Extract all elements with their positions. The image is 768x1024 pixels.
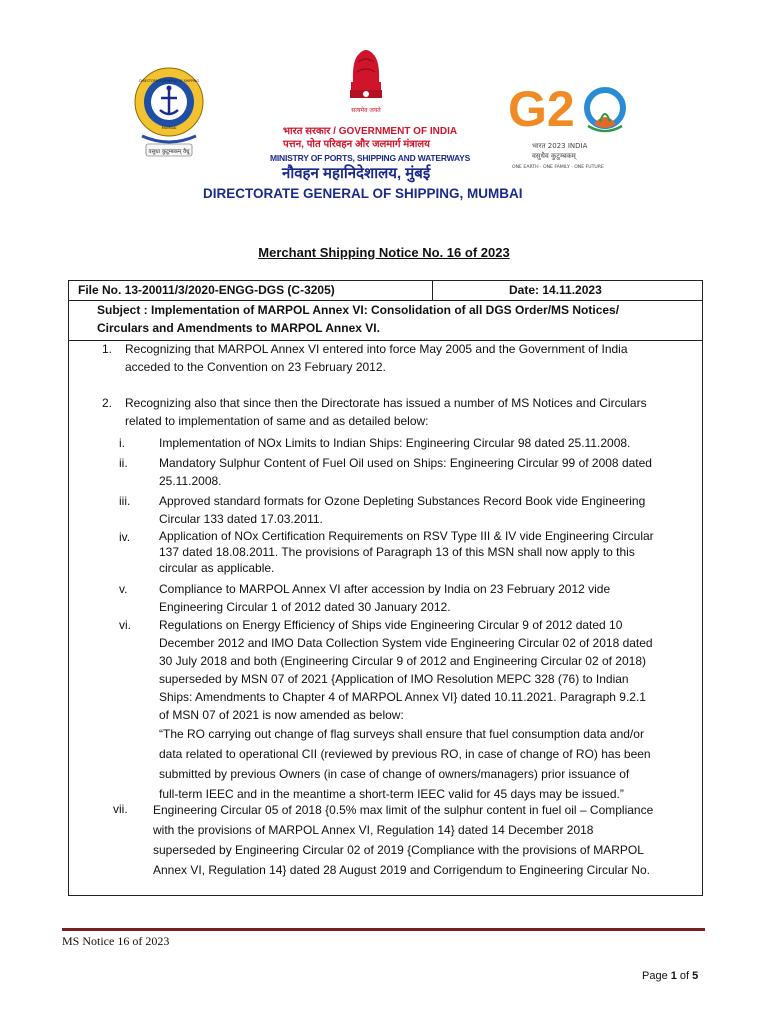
subject — [97, 301, 692, 337]
quote-line: “The RO carrying out change of flag surveys shall ensure that fuel consumption data and/or — [159, 727, 644, 741]
list-item-line: Annex VI, Regulation 14} dated 28 August 2019 and Corrigendum to Engineering Circular No. — [153, 863, 650, 877]
quote-line: full-term IEEC and in the meantime a short-term IEEC valid for 45 days may be issued.” — [159, 787, 624, 801]
notice-table — [68, 280, 703, 896]
file-number: File No. 13-20011/3/2020-ENGG-DGS (C-3205) — [78, 283, 335, 297]
g20-caption-vasudhaiva: वसुधैव कुटुम्बकम् — [532, 152, 576, 160]
list-item-line: Application of NOx Certification Requirements on RSV Type III & IV vide Engineering Circular — [159, 529, 654, 543]
list-item-line: Circular 133 dated 17.03.2011. — [159, 512, 323, 526]
item-number: vi. — [119, 618, 131, 632]
list-item-line: Mandatory Sulphur Content of Fuel Oil used on Ships: Engineering Circular 99 of 2008 dated — [159, 456, 652, 470]
list-item — [159, 528, 694, 576]
g20-caption-one-earth: ONE EARTH · ONE FAMILY · ONE FUTURE — [512, 165, 604, 170]
para-2-line: related to implementation of same and as detailed below: — [125, 414, 429, 428]
item-number: v. — [119, 582, 128, 596]
emblem-motto: सत्यमेव जयते — [351, 107, 381, 114]
page-current: 1 — [670, 970, 677, 982]
dgs-logo-city-text: MUMBAI — [161, 126, 177, 130]
list-item-line: with the provisions of MARPOL Annex VI, Regulation 14} dated 14 December 2018 — [153, 823, 594, 837]
g20-caption-bharat: भारत 2023 INDIA — [532, 142, 588, 150]
list-item — [153, 800, 695, 880]
list-item-line: of MSN 07 of 2021 is now amended as below: — [159, 708, 404, 722]
item-number: iv. — [119, 530, 131, 544]
list-item-line: Compliance to MARPOL Annex VI after accession by India on 23 February 2012 vide — [159, 582, 611, 596]
dgs-logo-motto: वसुधा कुटुम्बकम् वैधु — [148, 149, 190, 155]
para-2-number: 2. — [102, 396, 113, 410]
header-dgs-english: DIRECTORATE GENERAL OF SHIPPING, MUMBAI — [203, 186, 523, 201]
g20-logo — [508, 74, 642, 174]
list-item-line: Approved standard formats for Ozone Depleting Substances Record Book vide Engineering — [159, 494, 646, 508]
list-item-line: superseded by MSN 07 of 2021 {Application of IMO Resolution MEPC 328 (76) to Indian — [159, 672, 629, 686]
list-item-line: Engineering Circular 05 of 2018 {0.5% max limit of the sulphur content in fuel oil – Compliance — [153, 803, 654, 817]
list-item-line: 30 July 2018 and both (Engineering Circular 9 of 2012 and Engineering Circular 02 of 2018) — [159, 654, 646, 668]
para-1 — [125, 340, 697, 376]
header-govt-of-india: भारत सरकार / GOVERNMENT OF INDIA — [283, 126, 458, 137]
list-item-line: Implementation of NOx Limits to Indian Ships: Engineering Circular 98 dated 25.11.2008. — [159, 436, 631, 450]
footer-rule — [62, 928, 705, 931]
subject-line-2: Circulars and Amendments to MARPOL Annex VI. — [97, 321, 380, 335]
amended-quote — [159, 724, 694, 804]
page-prefix: Page — [642, 970, 671, 982]
header-ministry-english: MINISTRY OF PORTS, SHIPPING AND WATERWAYS — [270, 153, 471, 163]
list-item — [159, 454, 694, 490]
para-1-line: Recognizing that MARPOL Annex VI entered into force May 2005 and the Government of India — [125, 342, 628, 356]
quote-line: submitted by previous Owners (in case of change of owners/managers) prior issuance of — [159, 767, 630, 781]
page-of: of — [676, 970, 693, 982]
header-ministry-hindi: पत्तन, पोत परिवहन और जलमार्ग मंत्रालय — [283, 139, 430, 150]
list-item-line: Regulations on Energy Efficiency of Ships vide Engineering Circular 9 of 2012 dated 10 — [159, 618, 623, 632]
list-item — [159, 616, 694, 724]
g20-wordmark: G2 — [508, 81, 575, 137]
para-1-line: acceded to the Convention on 23 February 2012. — [125, 360, 386, 374]
list-item-line: Ships: Amendments to Chapter 4 of MARPOL Annex VI} dated 10.11.2021. Paragraph 9.2.1 — [159, 690, 646, 704]
notice-title: Merchant Shipping Notice No. 16 of 2023 — [258, 245, 510, 260]
item-number: ii. — [119, 456, 128, 470]
footer-notice-label: MS Notice 16 of 2023 — [62, 934, 170, 948]
para-1-number: 1. — [102, 342, 113, 356]
list-item — [159, 434, 694, 452]
page-total: 5 — [692, 970, 699, 982]
subject-line-1: Subject : Implementation of MARPOL Annex VI: Consolidation of all DGS Order/MS Notices/ — [97, 303, 620, 317]
para-2 — [125, 394, 697, 430]
item-number: iii. — [119, 494, 131, 508]
item-number: vii. — [113, 802, 128, 816]
item-number: i. — [119, 436, 125, 450]
list-item — [159, 580, 694, 616]
list-item-line: 137 dated 18.08.2011. The provisions of Paragraph 13 of this MSN shall now apply to this — [159, 545, 635, 559]
national-emblem — [347, 42, 385, 118]
para-2-line: Recognizing also that since then the Directorate has issued a number of MS Notices and Circulars — [125, 396, 647, 410]
quote-line: data related to operational CII (reviewed by previous RO, in case of change of RO) has been — [159, 747, 651, 761]
subject-row — [69, 300, 702, 341]
list-item-line: 25.11.2008. — [159, 474, 222, 488]
page-number — [642, 970, 698, 982]
list-item-line: circular as applicable. — [159, 561, 275, 575]
header-dgs-hindi: नौवहन महानिदेशालय, मुंबई — [282, 165, 431, 182]
list-item-line: December 2012 and IMO Data Collection System vide Engineering Circular 02 of 2018 dated — [159, 636, 653, 650]
file-date-row — [69, 281, 702, 301]
list-item — [159, 492, 694, 528]
cell-divider — [432, 281, 433, 300]
dgs-logo — [132, 66, 206, 162]
list-item-line: superseded by Engineering Circular 02 of 2019 {Compliance with the provisions of MARPOL — [153, 843, 644, 857]
notice-date: Date: 14.11.2023 — [509, 283, 602, 297]
list-item-line: Engineering Circular 1 of 2012 dated 30 January 2012. — [159, 600, 451, 614]
dgs-logo-ring-text: DIRECTORATE GENERAL OF SHIPPING — [139, 79, 199, 83]
